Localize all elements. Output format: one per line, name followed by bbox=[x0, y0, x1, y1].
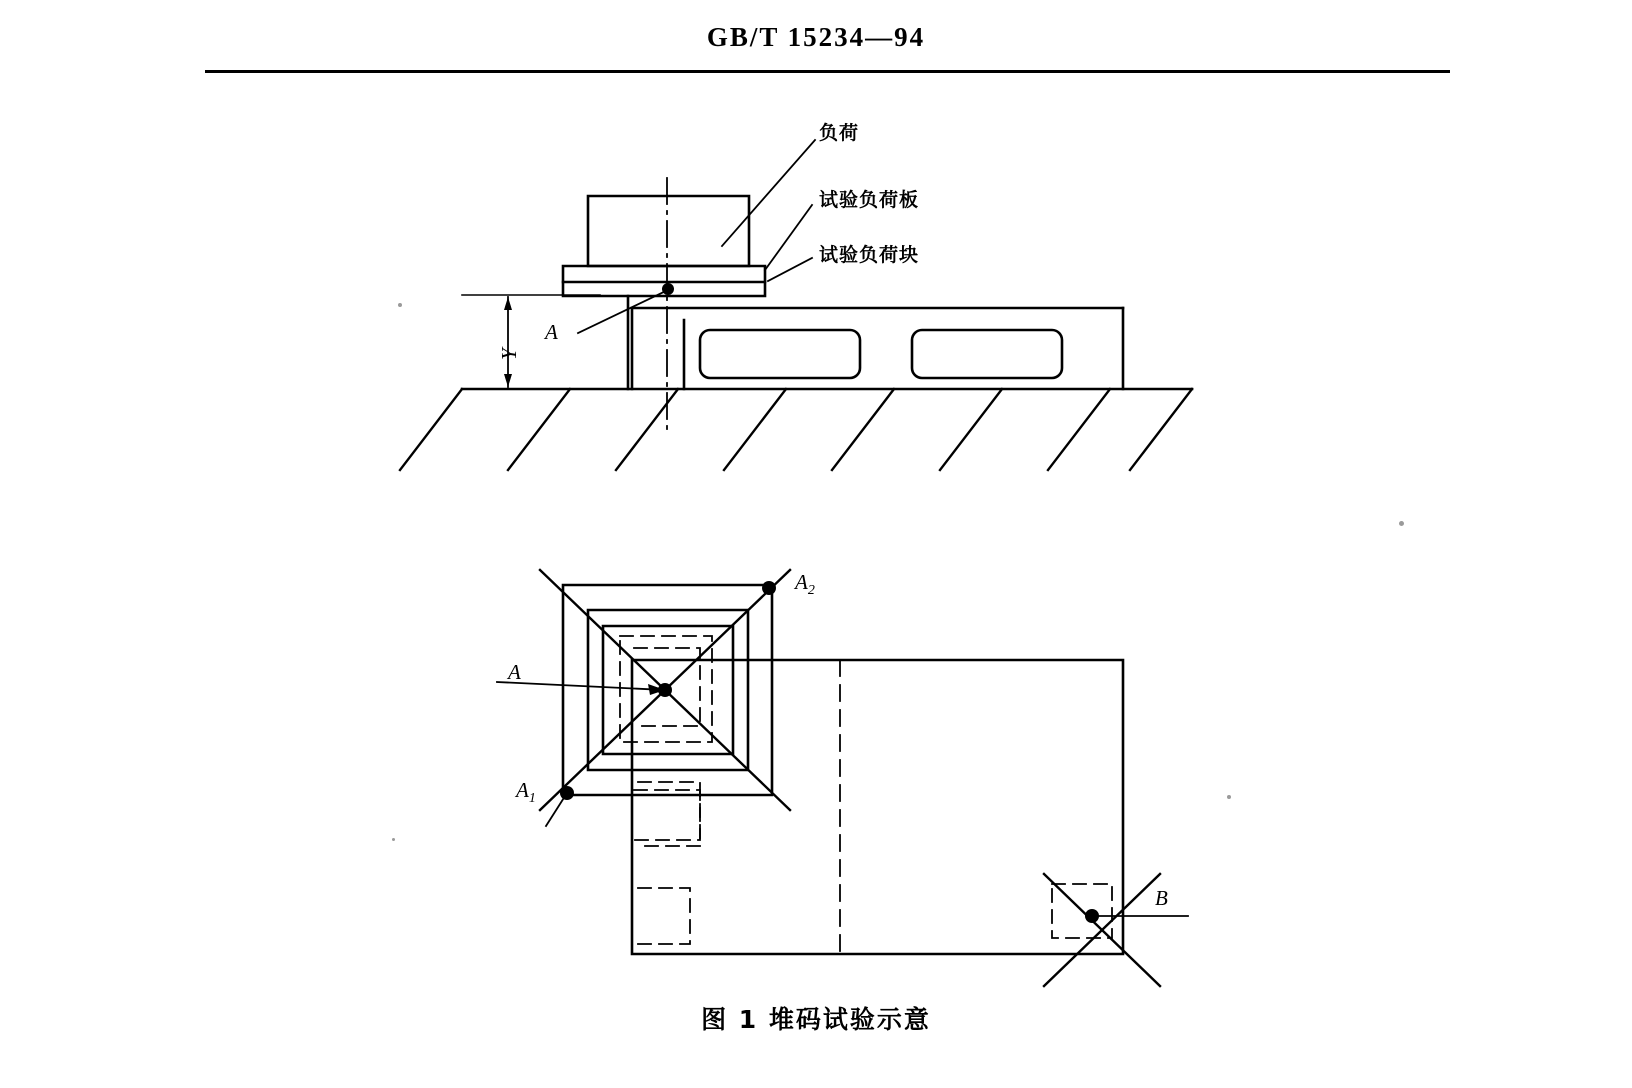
point-label-a2 bbox=[795, 570, 815, 599]
callout-label-test-load-block: 试验负荷块 bbox=[819, 244, 920, 266]
callout-label-test-load-plate: 试验负荷板 bbox=[819, 189, 920, 211]
point-label-a1-letter: A bbox=[516, 778, 529, 802]
point-label-b: B bbox=[1155, 886, 1168, 910]
figure-caption: 图 1 堆码试验示意 bbox=[701, 1005, 931, 1034]
scan-speck bbox=[392, 838, 395, 841]
scan-speck bbox=[1227, 795, 1231, 799]
point-label-a2-letter: A bbox=[795, 570, 808, 594]
scan-speck bbox=[1399, 521, 1404, 526]
point-label-a2-subscript: 2 bbox=[807, 583, 815, 599]
scan-speck bbox=[398, 303, 402, 307]
point-label-a1-subscript: 1 bbox=[528, 791, 536, 807]
dimension-label-y: Y bbox=[497, 348, 521, 360]
page-header-standard-number: GB/T 15234—94 bbox=[706, 22, 926, 52]
callout-label-load: 负荷 bbox=[819, 122, 860, 144]
point-label-a1 bbox=[516, 778, 536, 807]
point-label-a-side: A bbox=[545, 320, 558, 344]
point-label-a-plan: A bbox=[508, 660, 521, 684]
